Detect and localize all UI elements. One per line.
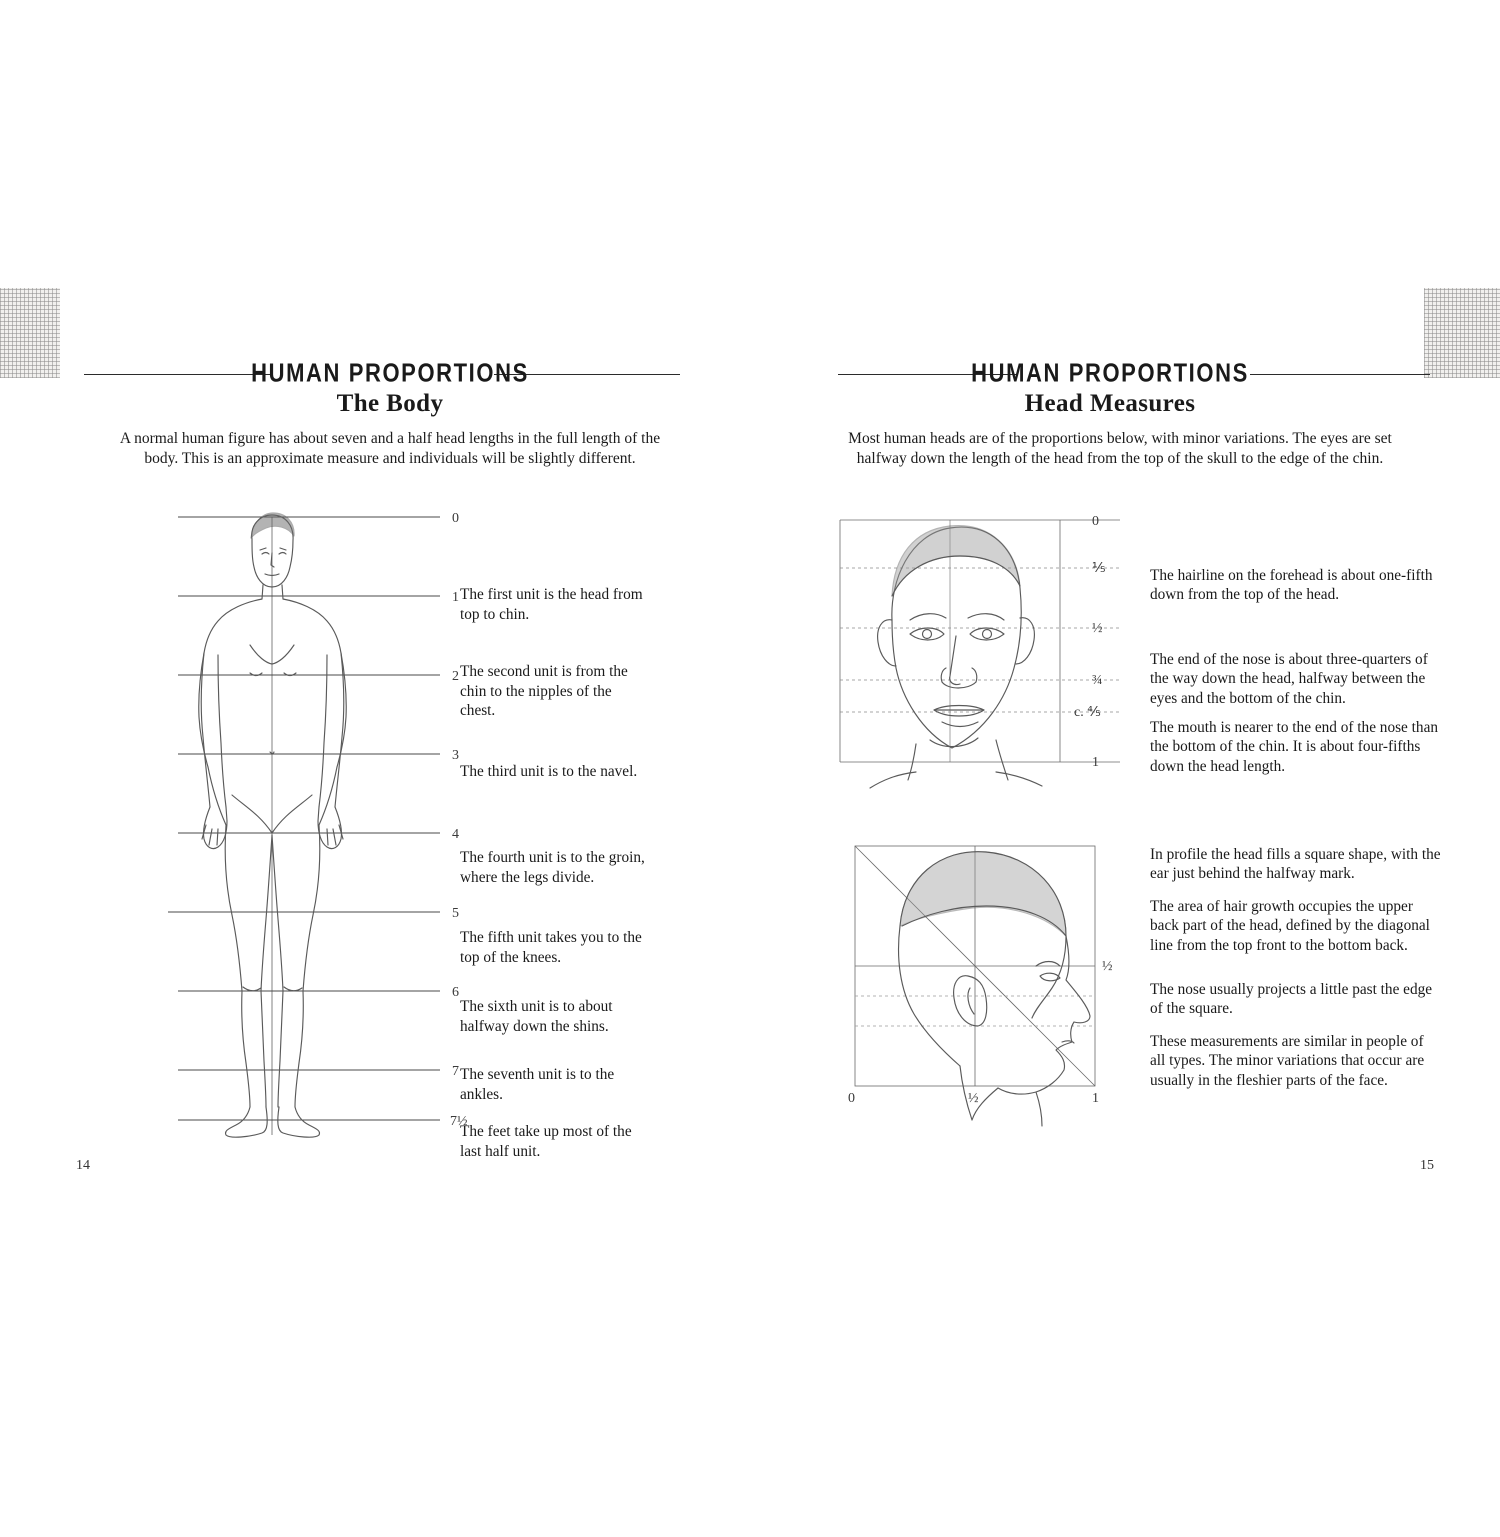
callout-unit-4: The fourth unit is to the groin, where the legs divide. [460,849,645,886]
tick-label-7-5: 7½ [450,1114,468,1129]
tick-label-1: 1 [452,590,459,605]
head-tick-4-5: c. ⅘ [1074,705,1101,720]
callout-hairline: The hairline on the forehead is about one-fifth down from the top of the head. [1150,567,1433,604]
callout-mouth: The mouth is nearer to the end of the nose than the bottom of the chin. It is about four-fifths down the head length. [1150,719,1439,775]
callout-unit-3: The third unit is to the navel. [460,763,638,780]
head-tick-1-2: ½ [1092,621,1103,636]
head-tick-3-4: ¾ [1092,673,1103,688]
head-tick-0: 0 [1092,514,1099,529]
callout-unit-6: The sixth unit is to about halfway down the shins. [460,998,613,1035]
profile-tick-half-y: ½ [1102,959,1113,974]
tick-label-4: 4 [452,827,459,842]
tick-label-6: 6 [452,985,459,1000]
tick-label-7: 7 [452,1064,459,1079]
callout-unit-2: The second unit is from the chin to the nipples of the chest. [460,663,628,719]
page-kicker: HUMAN PROPORTIONS [971,358,1249,388]
callout-unit-7: The seventh unit is to the ankles. [460,1066,615,1103]
callout-variations: These measurements are similar in people of all types. The minor variations that occur are usually in the fleshier parts of the face. [1150,1033,1425,1089]
tick-label-3: 3 [452,748,459,763]
callout-hair-growth: The area of hair growth occupies the upper back part of the head, defined by the diagonal line from the top front to the bottom back. [1150,898,1430,954]
page-intro: A normal human figure has about seven and a half head lengths in the full length of the body. This is an approximate measure and individuals will be slightly different. [119,430,661,467]
page-number-right: 15 [1420,1158,1434,1173]
page-right [760,0,1460,1537]
callout-nose: The end of the nose is about three-quarters of the way down the head, halfway between the eyes and the bottom of the chin. [1150,651,1428,707]
profile-tick-0: 0 [848,1091,855,1106]
callout-unit-7-5: The feet take up most of the last half unit. [460,1123,632,1160]
page-left [40,0,740,1537]
figure-head-front [830,500,1150,790]
page-number-left: 14 [76,1158,90,1173]
tick-label-2: 2 [452,669,459,684]
tick-label-0: 0 [452,511,459,526]
callout-profile-square: In profile the head fills a square shape, with the ear just behind the halfway mark. [1150,846,1441,883]
head-profile-svg [840,830,1160,1130]
callout-unit-5: The fifth unit takes you to the top of the knees. [460,929,642,966]
profile-tick-1: 1 [1092,1091,1099,1106]
callout-unit-1: The first unit is the head from top to chin. [460,586,643,623]
head-front-svg [830,500,1150,790]
page-intro: Most human heads are of the proportions below, with minor variations. The eyes are set halfway down the length of the head from the top of the skull to the edge of the chin. [848,430,1392,467]
body-figure-svg [100,495,500,1175]
profile-tick-half-x: ½ [968,1091,979,1106]
page-subtitle: Head Measures [1024,390,1196,417]
figure-body-proportions [100,495,500,1175]
callout-nose-projection: The nose usually projects a little past the edge of the square. [1150,981,1433,1018]
tick-label-5: 5 [452,906,459,921]
figure-head-profile [840,830,1160,1130]
page-kicker: HUMAN PROPORTIONS [251,358,529,388]
head-tick-1: 1 [1092,755,1099,770]
head-tick-1-5: ⅕ [1092,561,1106,576]
page-subtitle: The Body [336,390,444,417]
